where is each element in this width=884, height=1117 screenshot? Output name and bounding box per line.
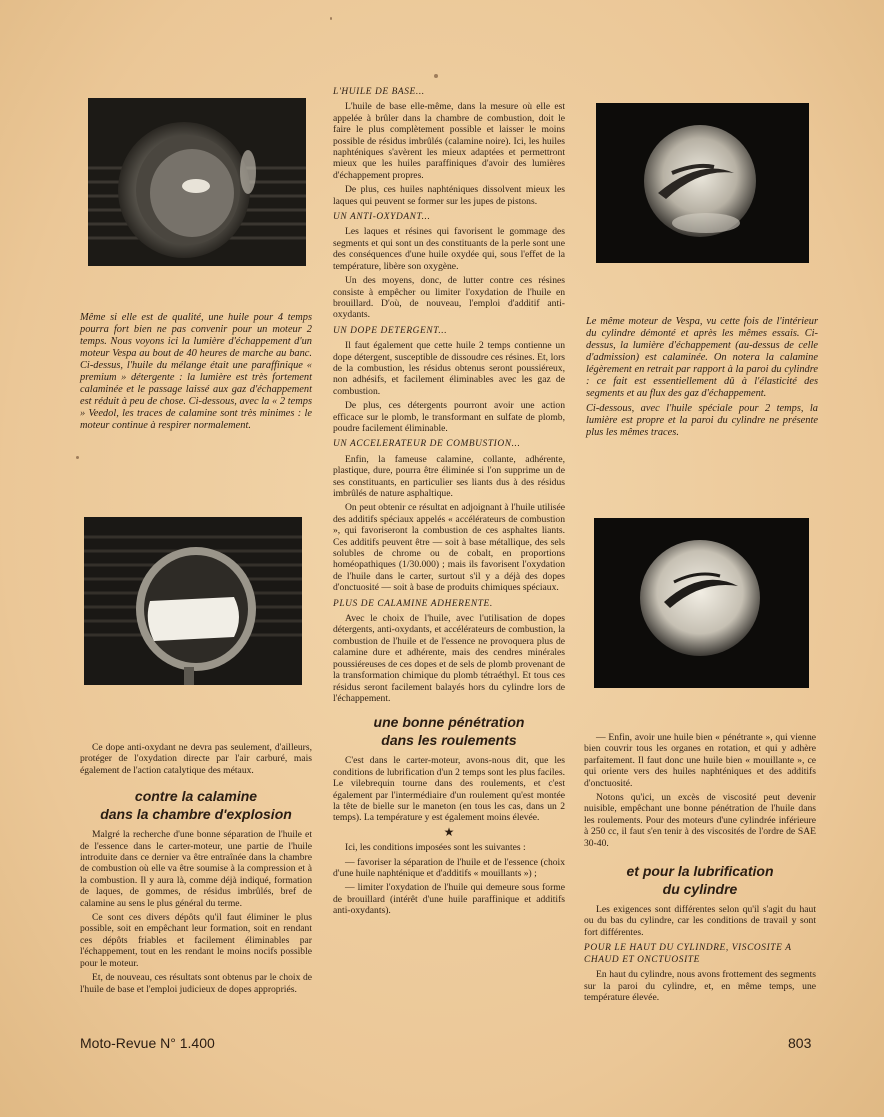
heading-line-2: dans la chambre d'explosion xyxy=(100,806,292,823)
photo-exhaust-port-clean xyxy=(84,517,302,685)
right-paragraph-1: — Enfin, avoir une huile bien « pénétrante », qui vienne bien couvrir tous les organes en rotation, et qui y adhère parfaitement. Il faut donc une huile bien « mouillante », ce qui oriente vers des huiles naphténiques et des additifs d'onctuosité. xyxy=(584,732,816,789)
scan-speck xyxy=(76,456,79,459)
middle-paragraph-6: De plus, ces détergents pourront avoir une action efficace sur le plomb, le transformant en sulfate de plomb, poudre facilement éliminable. xyxy=(333,400,565,434)
scan-speck xyxy=(330,17,332,20)
left-paragraph-2: Ce sont ces divers dépôts qu'il faut éliminer le plus possible, soit en empêchant leur formation, soit en rendant ces dépôts friables et facilement éliminables par l'échappement, tout en les rendant le moins nocifs possible pour le moteur. xyxy=(80,912,312,969)
left-column xyxy=(80,742,312,998)
scan-speck xyxy=(434,74,438,78)
heading-line-2: du cylindre xyxy=(662,881,738,898)
subheading-anti-oxydant: UN ANTI-OXYDANT... xyxy=(333,212,431,223)
photo-cylinder-interior-calamine xyxy=(596,103,809,263)
footer-magazine-name: Moto-Revue N° 1.400 xyxy=(80,1035,215,1051)
heading-line-2: dans les roulements xyxy=(381,732,517,749)
right-paragraph-3: Les exigences sont différentes selon qu'il s'agit du haut ou du bas du cylindre, car les conditions de travail y sont fort différentes. xyxy=(584,904,816,938)
right-column xyxy=(584,732,816,1006)
subheading-accelerateur: UN ACCELERATEUR DE COMBUSTION... xyxy=(333,439,521,450)
left-paragraph-1: Malgré la recherche d'une bonne séparation de l'huile et de l'essence dans le carter-moteur, une partie de l'huile introduite dans ce dernier va être entraînée dans la chambre de combustion où elle va être soumise à la compression et à la combustion. Il y aura là, comme déjà indiqué, formation de laques, de gommes, de résidus imbrûlés, bref de calamine au sens le plus général du terme. xyxy=(80,829,312,909)
photo-exhaust-port-calamine xyxy=(88,98,306,266)
star-separator: ★ xyxy=(443,824,455,839)
section-heading-calamine xyxy=(80,787,312,823)
middle-paragraph-11: Ici, les conditions imposées sont les suivantes : xyxy=(345,842,526,854)
subheading-dope-detergent: UN DOPE DETERGENT... xyxy=(333,325,448,336)
footer-page-number: 803 xyxy=(788,1035,812,1051)
subheading-plus-de-calamine: PLUS DE CALAMINE ADHERENTE. xyxy=(333,598,493,609)
heading-line-1: contre la calamine xyxy=(134,788,258,805)
left-intro-paragraph: Ce dope anti-oxydant ne devra pas seulement, d'ailleurs, protéger de l'oxydation directe par l'air carburé, mais également de l'action catalytique des métaux. xyxy=(80,742,312,776)
caption-top-right-text-1: Le même moteur de Vespa, vu cette fois de l'intérieur du cylindre démonté et après les mêmes essais. Ci-dessus, la lumière d'échappement (au-dessus de celle d'admission) est calaminée. On notera la calamine légèrement en retrait par rapport à la paroi du cylindre : ce fait est essentiellement dû à l'élasticité des segments et au flux des gaz d'échappement. xyxy=(586,316,818,399)
middle-paragraph-2: De plus, ces huiles naphténiques dissolvent mieux les laques qui peuvent se former sur les jupes de pistons. xyxy=(333,184,565,207)
caption-top-left xyxy=(80,312,312,435)
middle-paragraph-5: Il faut également que cette huile 2 temps contienne un dope détergent, susceptible de dissoudre ces résines. Et, lors de la combustion, les résidus obtenus seront poussiéreux, non adhésifs, et facilement éliminables avec les gaz de combustion. xyxy=(333,340,565,397)
subheading-huile-de-base: L'HUILE DE BASE... xyxy=(333,87,425,97)
middle-paragraph-10: C'est dans le carter-moteur, avons-nous dit, que les conditions de lubrification d'un 2 temps sont les plus faciles. Le vilebrequin tourne dans des roulements, et c'est également par l'intermédiaire d'un roulement qu'est montée la tête de bielle sur le maneton (en tous les cas, dans un 2 temps). La température y est également moins élevée. xyxy=(333,755,565,824)
section-heading-lubrification xyxy=(584,862,816,898)
caption-top-left-text: Même si elle est de qualité, une huile pour 4 temps pourra fort bien ne pas convenir pour un moteur 2 temps. Nous voyons ici la lumière d'échappement d'un moteur Vespa au bout de 40 heures de marche au banc. Ci-dessus, l'huile du mélange était une paraffinique « premium » détergente : la lumière est très fortement calaminée et le passage laissé aux gaz d'échappement est réduit à peu de chose. Ci-dessous, avec la « 2 temps » Veedol, les traces de calamine sont très minimes : le moteur continue à respirer normalement. xyxy=(80,312,312,431)
right-paragraph-4: En haut du cylindre, nous avons frottement des segments sur la paroi du cylindre, et, en même temps, une température élevée. xyxy=(584,969,816,1003)
caption-top-right-text-2: Ci-dessous, avec l'huile spéciale pour 2 temps, la lumière est propre et la paroi du cylindre ne présente plus les mêmes traces. xyxy=(586,403,818,438)
photo-cylinder-interior-clean xyxy=(594,518,809,688)
middle-paragraph-8: On peut obtenir ce résultat en adjoignant à l'huile utilisée des additifs spéciaux appelés « accélérateurs de combustion », qui favoriseront la combustion de ces asphaltes liants. Ces additifs peuvent être — soit à base métallique, des sels solubles de chrome ou de cobalt, en proportions homéopathiques (1/30.000) ; mais ils favorisent l'oxydation de l'huile dans le carter, surtout s'il y a déjà des dopes d'onctuosité — soit à base de produits chimiques spéciaux. xyxy=(333,502,565,594)
left-paragraph-3: Et, de nouveau, ces résultats sont obtenus par le choix de l'huile de base et l'emploi judicieux de dopes appropriés. xyxy=(80,972,312,995)
middle-paragraph-1: L'huile de base elle-même, dans la mesure où elle est appelée à brûler dans la chambre de combustion, doit le faire le plus complètement possible et laisser le moins possible de résidus imbrûlés (calamine noire). Ici, les huiles naphténiques s'avèrent les mieux adaptées et permettront mieux que les huiles paraffiniques d'avoir des lumières d'échappement propres. xyxy=(333,101,565,181)
cylinder-interior-image xyxy=(596,103,809,263)
subheading-haut-du-cylindre: POUR LE HAUT DU CYLINDRE, VISCOSITE A CHAUD ET ONCTUOSITE xyxy=(584,943,792,965)
middle-paragraph-12: — favoriser la séparation de l'huile et de l'essence (choix d'une huile naphténique et d'additifs « mouillants ») ; xyxy=(333,856,565,879)
right-paragraph-2: Notons qu'ici, un excès de viscosité peut devenir nuisible, empêchant une bonne pénétration de l'huile dans les roulements. Pour des moteurs d'une cylindrée inférieure à 250 cc, il faut s'en tenir à des viscosités de l'ordre de SAE 30-40. xyxy=(584,792,816,849)
exhaust-port-clean-image xyxy=(84,517,302,685)
middle-paragraph-9: Avec le choix de l'huile, avec l'utilisation de dopes détergents, anti-oxydants, et accélérateurs de combustion, la combustion de l'huile et de l'essence ne provoquera plus de calamine dure et adhérente, mais des cendres minérales poussiéreuses de ces dopes et de sels de plomb provenant de la transformation chimique du plomb tétraéthyl. Et tous ces résidus seront facilement balayés hors du cylindre lors de l'échappement. xyxy=(333,613,565,704)
middle-paragraph-13: — limiter l'oxydation de l'huile qui demeure sous forme de brouillard (intérêt d'une huile paraffinique et additifs anti-oxydants). xyxy=(333,882,565,917)
section-heading-penetration xyxy=(333,713,565,749)
middle-paragraph-7: Enfin, la fameuse calamine, collante, adhérente, plastique, dure, pourra être éliminée si l'on supprime un de ses constituants, en particulier ses liants dus à des résidus imbrûlés de nature asphaltique. xyxy=(333,453,565,499)
heading-line-1: et pour la lubrification xyxy=(626,863,774,880)
middle-column xyxy=(333,82,565,920)
heading-line-1: une bonne pénétration xyxy=(373,714,525,731)
middle-paragraph-4: Un des moyens, donc, de lutter contre ces résines consiste à empêcher ou limiter l'oxydation de l'huile en brouillard. D'où, de nouveau, l'emploi d'additif anti-oxydants. xyxy=(333,275,565,321)
cylinder-interior-clean-image xyxy=(594,518,809,688)
caption-top-right xyxy=(586,316,818,442)
exhaust-port-image xyxy=(88,98,306,266)
middle-paragraph-3: Les laques et résines qui favorisent le gommage des segments et qui sont un des constituants de la perle sont une des conséquences d'une huile oxydée qui, sous l'effet de la température, libère son oxygène. xyxy=(333,226,565,272)
